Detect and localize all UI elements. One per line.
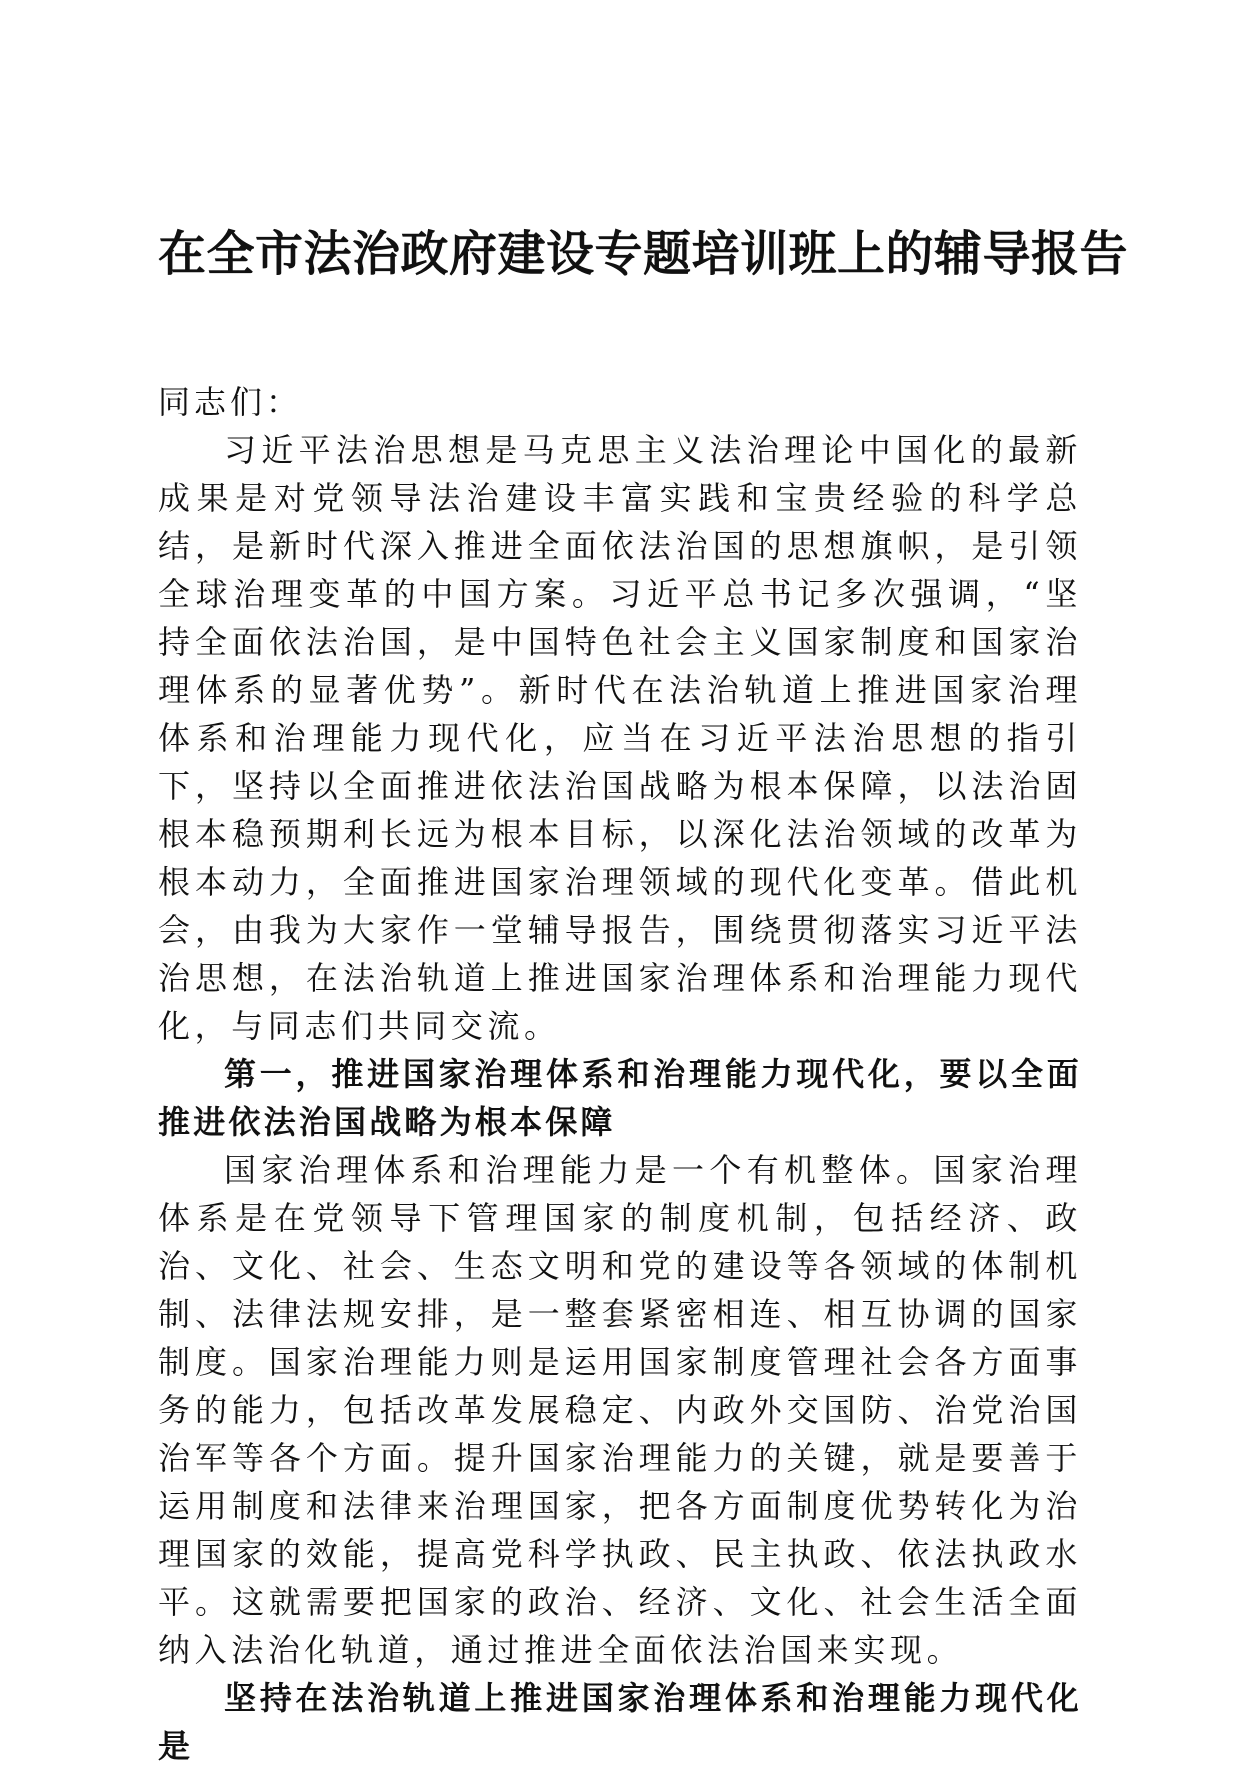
document-title: 在全市法治政府建设专题培训班上的辅导报告: [158, 226, 1129, 282]
document-body: [158, 378, 1082, 1770]
paragraph-intro: 习近平法治思想是马克思主义法治理论中国化的最新成果是对党领导法治建设丰富实践和宝贵经验的科学总结，是新时代深入推进全面依法治国的思想旗帜，是引领全球治理变革的中国方案。习近平总书记多次强调，“坚持全面依法治国，是中国特色社会主义国家制度和国家治理体系的显著优势”。新时代在法治轨道上推进国家治理体系和治理能力现代化，应当在习近平法治思想的指引下，坚持以全面推进依法治国战略为根本保障，以法治固根本稳预期利长远为根本目标，以深化法治领域的改革为根本动力，全面推进国家治理领域的现代化变革。借此机会，由我为大家作一堂辅导报告，围绕贯彻落实习近平法治思想，在法治轨道上推进国家治理体系和治理能力现代化，与同志们共同交流。: [158, 431, 1082, 1045]
section-heading-first: 第一，推进国家治理体系和治理能力现代化，要以全面推进依法治国战略为根本保障: [158, 1055, 1082, 1141]
paragraph-governance: 国家治理体系和治理能力是一个有机整体。国家治理体系是在党领导下管理国家的制度机制，包括经济、政治、文化、社会、生态文明和党的建设等各领域的体制机制、法律法规安排，是一整套紧密相连、相互协调的国家制度。国家治理能力则是运用国家制度管理社会各方面事务的能力，包括改革发展稳定、内政外交国防、治党治国治军等各个方面。提升国家治理能力的关键，就是要善于运用制度和法律来治理国家，把各方面制度优势转化为治理国家的效能，提高党科学执政、民主执政、依法执政水平。这就需要把国家的政治、经济、文化、社会生活全面纳入法治化轨道，通过推进全面依法治国来实现。: [158, 1151, 1082, 1669]
salutation: 同志们：: [158, 383, 303, 421]
section-heading-second: 坚持在法治轨道上推进国家治理体系和治理能力现代化是: [158, 1679, 1082, 1765]
